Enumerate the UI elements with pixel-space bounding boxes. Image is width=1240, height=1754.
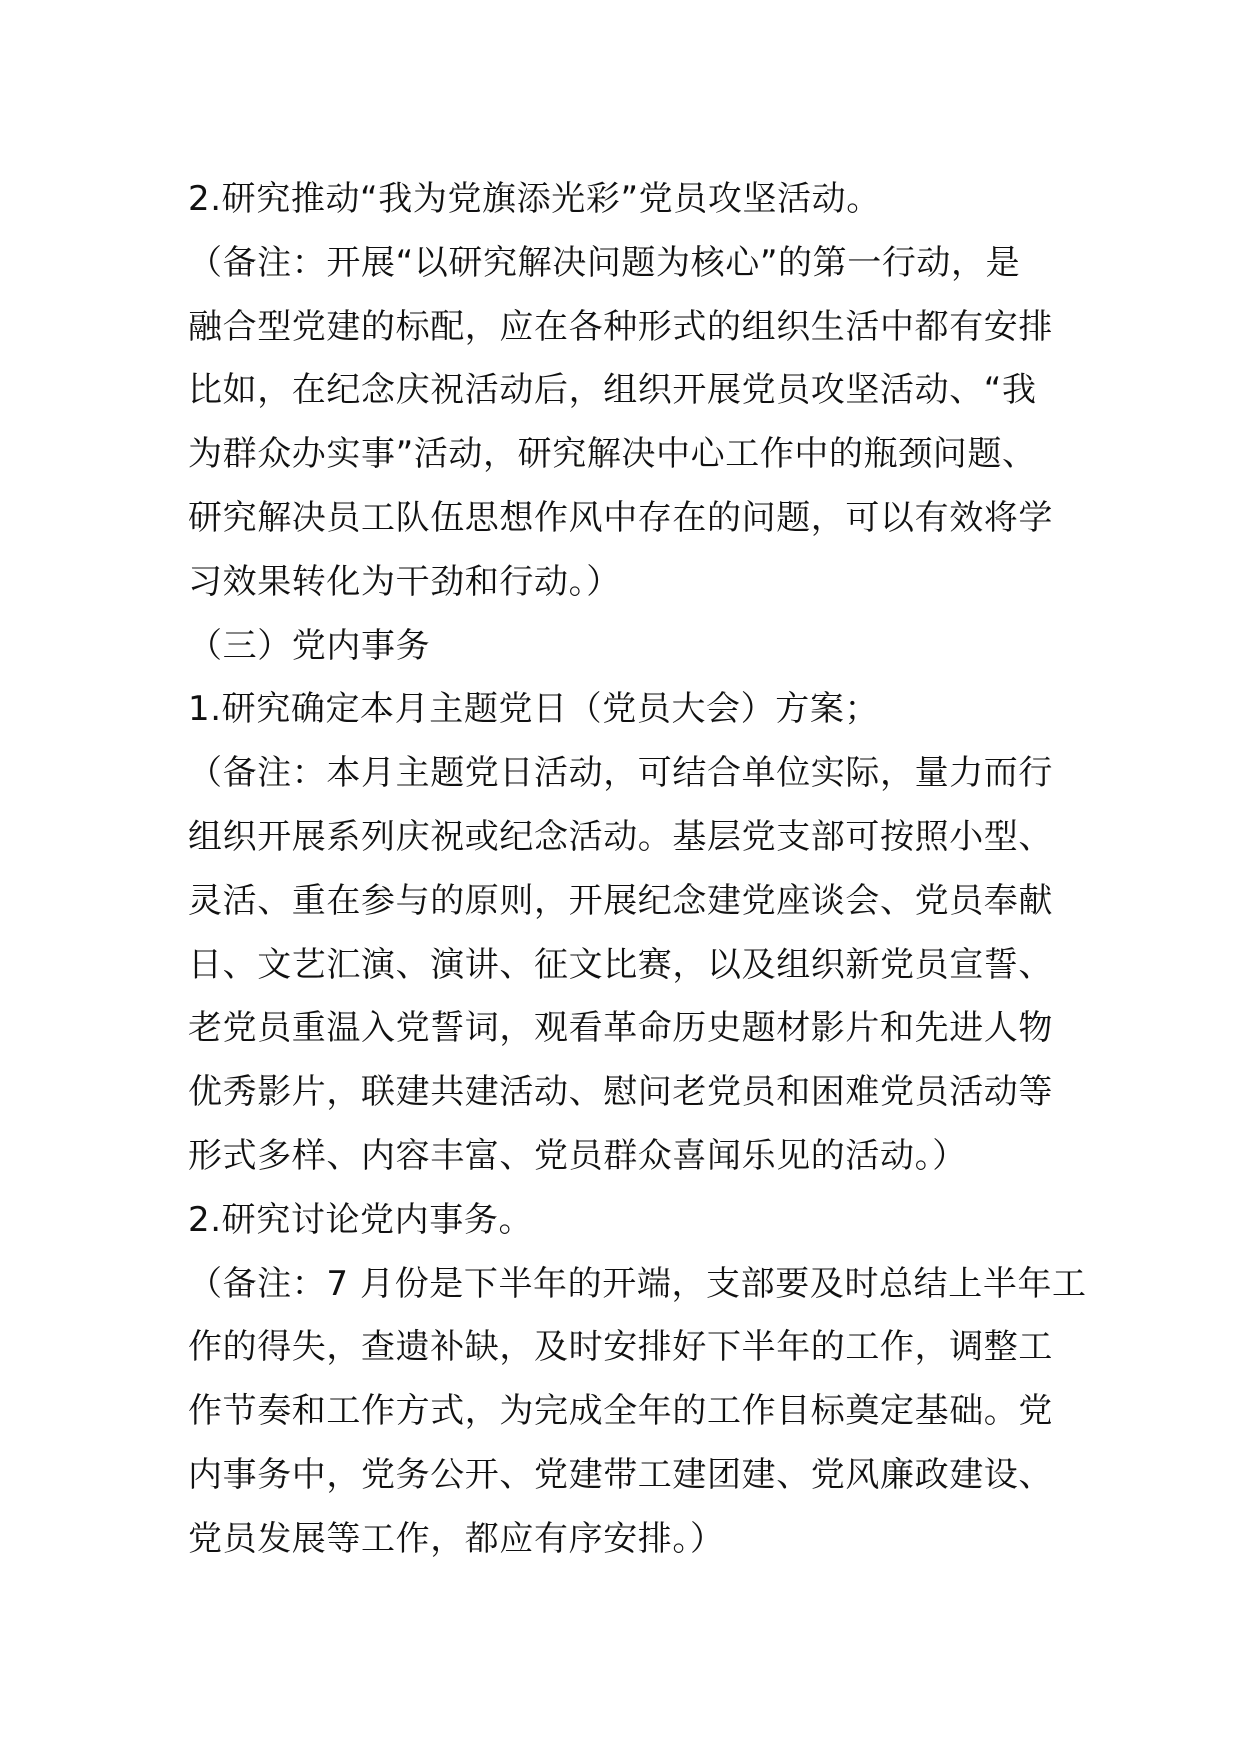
- note-paragraph-line: 作节奏和工作方式，为完成全年的工作目标奠定基础。党: [188, 1391, 1053, 1432]
- note-paragraph-line: 研究解决员工队伍思想作风中存在的问题，可以有效将学: [188, 497, 1053, 538]
- note-paragraph-line: 作的得失，查遗补缺，及时安排好下半年的工作，调整工: [188, 1327, 1053, 1368]
- heading-item-2-party-flag: 2.研究推动“我为党旗添光彩”党员攻坚活动。: [188, 179, 881, 219]
- document-body: [188, 168, 1087, 1572]
- section-heading-party-affairs: （三）党内事务: [188, 625, 431, 666]
- note-paragraph-line: 优秀影片，联建共建活动、慰问老党员和困难党员活动等: [188, 1072, 1053, 1113]
- note-paragraph-line: 灵活、重在参与的原则，开展纪念建党座谈会、党员奉献: [188, 880, 1053, 921]
- note-paragraph-line: 组织开展系列庆祝或纪念活动。基层党支部可按照小型、: [188, 816, 1053, 857]
- note-paragraph-line: 形式多样、内容丰富、党员群众喜闻乐见的活动。）: [188, 1135, 967, 1176]
- heading-item-2-party-affairs: 2.研究讨论党内事务。: [188, 1199, 534, 1240]
- note-paragraph-line: 老党员重温入党誓词，观看革命历史题材影片和先进人物: [188, 1008, 1053, 1049]
- note-paragraph-line: 党员发展等工作，都应有序安排。）: [188, 1518, 725, 1559]
- note-paragraph-line: 习效果转化为干劲和行动。）: [188, 561, 621, 602]
- note-paragraph-line: 为群众办实事”活动，研究解决中心工作中的瓶颈问题、: [188, 434, 1037, 475]
- note-paragraph-line: 比如，在纪念庆祝活动后，组织开展党员攻坚活动、“我: [188, 370, 1037, 411]
- note-paragraph-line: （备注：开展“以研究解决问题为核心”的第一行动，是: [188, 242, 1021, 283]
- note-paragraph-line: 融合型党建的标配，应在各种形式的组织生活中都有安排: [188, 306, 1053, 347]
- note-paragraph-line: 内事务中，党务公开、党建带工建团建、党风廉政建设、: [188, 1454, 1053, 1495]
- heading-item-1-theme-day: 1.研究确定本月主题党日（党员大会）方案；: [188, 689, 880, 730]
- note-paragraph-line: （备注：本月主题党日活动，可结合单位实际，量力而行: [188, 753, 1053, 794]
- note-paragraph-line: （备注：7 月份是下半年的开端，支部要及时总结上半年工: [188, 1263, 1087, 1304]
- note-paragraph-line: 日、文艺汇演、演讲、征文比赛，以及组织新党员宣誓、: [188, 944, 1053, 985]
